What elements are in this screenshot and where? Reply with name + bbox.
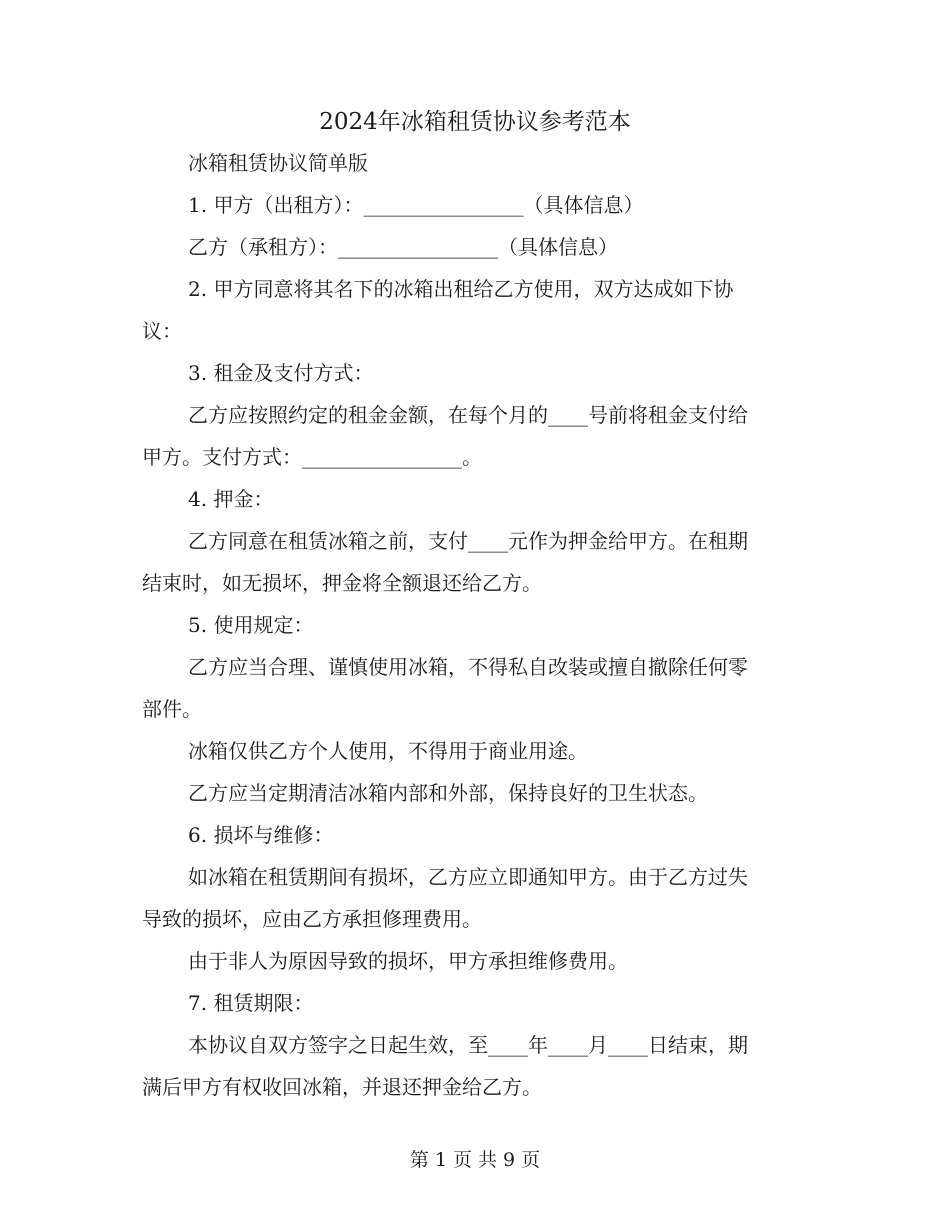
paragraph-usage-line-1: 乙方应当合理、谨慎使用冰箱，不得私自改装或擅自撤除任何零	[188, 655, 748, 679]
paragraph-rent-line-1: 乙方应按照约定的租金金额，在每个月的____号前将租金支付给	[188, 403, 748, 427]
paragraph-usage-line-2: 部件。	[142, 697, 202, 721]
paragraph-clause-2-line-2: 议：	[142, 319, 182, 343]
document-body	[142, 142, 802, 1108]
paragraph-term-line-1: 本协议自双方签字之日起生效，至____年____月____日结束，期	[188, 1033, 748, 1057]
heading-clause-5: 5. 使用规定：	[188, 613, 314, 637]
paragraph-party-a: 1. 甲方（出租方）：________________（具体信息）	[188, 193, 644, 217]
paragraph-usage-personal: 冰箱仅供乙方个人使用，不得用于商业用途。	[188, 739, 588, 763]
paragraph-term-line-2: 满后甲方有权收回冰箱，并退还押金给乙方。	[142, 1075, 542, 1099]
paragraph-clause-2-line-1: 2. 甲方同意将其名下的冰箱出租给乙方使用，双方达成如下协	[188, 277, 734, 301]
page-footer: 第 1 页 共 9 页	[409, 1149, 541, 1171]
document-title: 2024年冰箱租赁协议参考范本	[319, 109, 631, 135]
paragraph-deposit-line-2: 结束时，如无损坏，押金将全额退还给乙方。	[142, 571, 542, 595]
paragraph-party-b: 乙方（承租方）：________________（具体信息）	[188, 235, 618, 259]
paragraph-subtitle: 冰箱租赁协议简单版	[188, 151, 368, 175]
paragraph-damage-nonhuman: 由于非人为原因导致的损坏，甲方承担维修费用。	[188, 949, 628, 973]
heading-clause-6: 6. 损坏与维修：	[188, 823, 334, 847]
paragraph-usage-cleaning: 乙方应当定期清洁冰箱内部和外部，保持良好的卫生状态。	[188, 781, 708, 805]
paragraph-damage-line-2: 导致的损坏，应由乙方承担修理费用。	[142, 907, 482, 931]
paragraph-deposit-line-1: 乙方同意在租赁冰箱之前，支付____元作为押金给甲方。在租期	[188, 529, 748, 553]
paragraph-rent-line-2: 甲方。支付方式：________________。	[142, 445, 482, 469]
heading-clause-4: 4. 押金：	[188, 487, 274, 511]
heading-clause-7: 7. 租赁期限：	[188, 991, 314, 1015]
paragraph-damage-line-1: 如冰箱在租赁期间有损坏，乙方应立即通知甲方。由于乙方过失	[188, 865, 748, 889]
heading-clause-3: 3. 租金及支付方式：	[188, 361, 374, 385]
